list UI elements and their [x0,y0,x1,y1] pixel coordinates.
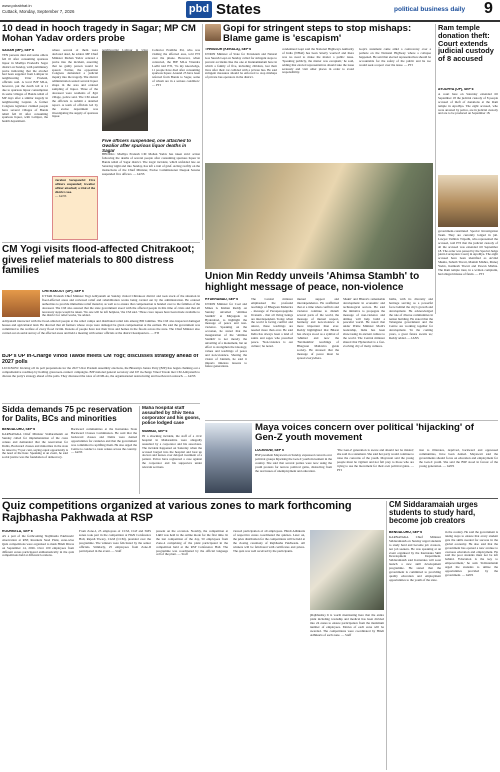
maya-photo [205,423,252,493]
reddy-photo [205,163,433,269]
story-maha [142,430,202,494]
headline-sidda-students: CM Siddaramaiah urges students to study hard, become job creators [389,501,478,526]
byline: AYODHYA (UP), SEP 6 [438,88,474,91]
story-ram-temple [438,88,498,172]
story-text: government-constituted Special Investigation Team. They are currently lodged in jail. Lawyer Vaibhav Tripathi, who represented the accused, told PTI that the judicial custody of all the accused was extended till September 18. The order was passed by the Special Judge (Anti-Corruption Court) in Ayodhya. The eight accused have been identified as Arvind Shukla, Suhaib Tiwari, Manish Mishra, Manoj Yadav, Kamlesh Tiwari and Pawan Mishra. The Ram temple trust, in a written complaint, had alleged misuse of funds. — PTI [438,230,498,276]
headline-ram-temple: Ram temple donation theft: Court extends judicial custody of 8 accused [438,24,494,63]
headline-yogi: CM Yogi visits flood-affected Chitrakoot; gives relief materials to 800 distress families [2,245,195,276]
story-text: The Central minister emphasised the profound teachings of Bhagwan Mahavira - message of Parasparopagraho Jivanam - that all living beings are interdependent. Today, when the world is facing conflict and unrest, these teachings are needed more than ever. He said India has always been a land of saints and sages who preached peace. 'Non-violence is our culture,' he noted. [251,298,293,348]
byline: SAGAR (MP), SEP 6 [2,49,34,52]
story-text: (Rajbhasha) It is worth mentioning here that the entire plant including township and medical has been divided into 24 zones to ensure participation from the maximum number of employees. Entries of each zone will be awarded. The competitions were coordinated by Hindi Adhikaris of each zone. — Staff [310,614,384,637]
headline-quiz-rsp: Quiz competitions organized at various zones to mark forthcoming Rajbhasha Pakhwada at RSP [2,501,352,524]
yogi-photo [2,290,40,317]
story-text: IN a shocking incident, the staff of a civic hospital in Maharashtra were allegedly assaulted by a corporator and his associates. The incident happened on Saturday when the accused barged into the hospital and beat up doctors and nurses over delayed treatment of a patient. Police have registered a case against the corporator and his supporters under relevant sections. [142,433,202,470]
info-box-text: Jarahut Sarapanchi: Five officers suspended; Gwalior officer attached; a trial of the district case. [55,179,95,194]
story-text: where several of them were declared dead, he added. MP Chief Minister Mohan Yadav ordered a probe into the incident, asserting that no guilty person would be spared. Earlier, the opposition Congress demanded a judicial inquiry into the tragedy. The district administration sealed several liquor shops in the area and ordered sampling of liquor. Three of the deceased were residents of Jigri village, police said. The CM asked the officials to submit a detailed report. A team of officials led by the excise department was investigating the supply of spurious liquor. [52,49,98,119]
story-text: From Zone-I, 25 employees of CCM, CGP and SMS zones took part in the competition at HAN Conference Hall, Rajesh Tiwary, CGM (CCM), presided over the programme. The winners were felicitated by the senior officials. Similarly, 25 employees from Zone-II participated in the event. — Staff [79,530,151,553]
column-divider [435,24,436,314]
section-divider [205,420,498,421]
byline: BENGALURU, SEP 6 [2,428,36,431]
masthead [0,0,500,22]
story-quiz [2,530,384,770]
section-divider [2,498,498,499]
gopi-photo [205,24,221,41]
story-reddy [205,298,433,418]
info-box [52,176,98,240]
page-number: 9 [484,0,493,17]
masthead-dateline: Cuttack, Monday, September 7, 2026 [2,9,75,14]
sagar-photo [102,51,148,131]
story-text: AS a part of the forthcoming 'Rajbhasha Pakhwada' observation at RSP, Rourkela Steel Plant, zone-wise Quiz competitions were organised to mark Hindi Diwas on September 14, 2026. Over 100 employees from different zones participated enthusiastically in the quiz competitions held at different locations. [2,533,74,558]
story-text: faiths, with its diversity and heritage serving as a powerful force behind the city's growth and development. He acknowledged the role of diverse communities in nation building. He stated that the Telangana government and the Centre are working together for development. 'In the coming years, a great future awaits us,' Reddy added. — IANS [389,298,433,341]
byline: THRISSUR (KERALA), SEP 6 [205,48,252,51]
story-text: TEN persons died and some others fell ill after consuming spurious liquor in Madhya Pradesh's Sagar district on Sunday, with preliminary probe indicating that the alcohol had been supplied from Lalitpur in neighbouring Uttar Pradesh, officials said. A local BJP MLA, however, put the death toll at 11 due to spurious liquor consumption in some villages of Banda tehsil of MP days after a similar tragedy in neighbouring Gujarat. A former Congress legislator claimed people have several villages of Banda tehsil fell ill after consuming spurious liquor, with Lalitpur, the health department. [2,52,48,124]
story-text: Backward communities at the Karnataka State Backward Classes Commission. He said that the backward classes and Dalits were denied opportunities for centuries and that the government was committed to uplifting them. He also urged the Centre to conduct a caste census across the country. — IANS [71,428,137,455]
headline-reddy: Union Min Reddy unveils 'Ahimsa Stambh' to highlight message of peace, non-violence [205,272,420,293]
quiz-photo [310,530,384,610]
byline: HYDERABAD, SEP 6 [205,298,239,301]
section-divider [2,403,200,404]
byline: MUMBAI, SEP 6 [142,430,168,433]
story-text: KARNATAKA Chief Minister Siddaramaiah on Sunday called for implementation of the caste census and demanded that the reservation for Dalits, Backward classes and minorities in the state be raised to 75 per cent, saying equal opportunity is the need of the hour. Speaking at an event, he said social justice was the foundation of democracy. [2,431,68,460]
ram-temple-photo [438,175,498,227]
story-text: present on the occasion. Notably, the competition at L&D was held in the online mode for the first time. In the last competition of the day, 50 employees from Zone-4 comprising of the plant participated in the competition held at the RSP Conference Hall. The programme was coordinated by the official language cell of the plant. — Staff [156,530,228,557]
story-text: tion to illiterates, deprived, backward and oppressed communities, have been denied. Mayawati said the governments should focus on education and employment for the Gen-Z youth. She said the BSP stood in favour of the young generation. — IANS [419,449,498,468]
story-sagar [2,49,200,241]
story-gopi [205,48,433,160]
story-text: condemned Gopi said the National Highways Authority of India (NHAI) has been 'utterly worried' and there was no need to make the matter a public issue. 'Speaking publicly, the matter was escapism,' he said, adding that elected representatives should take the issue seriously and visit other places in order to avoid responsibility. [282,48,354,75]
info-box-tag: — IANS [55,194,67,198]
story-yogi-intro [42,290,200,319]
byline: BENGALURU, SEP 6 [389,531,423,534]
headline-gopi: Gopi for stringent steps to stop mishaps: Blame game is 'escapism' [223,24,412,45]
masthead-divider [0,20,500,22]
byline: LUCKNOW, SEP 6 [255,449,284,452]
story-text: BHOPAL: Madhya Pradesh CM Mohan Yadav has taken strict action following the deaths of several people after consuming spurious liquor in Banda tehsil of Sagar district. The tragic incident, which unfolded late on Saturday night and into Sunday, has left a trail of grief. Acting swiftly on the instructions of the Chief Minister, Excise Commissioner Deepak Saxena suspended five officers. — IANS [102,153,200,176]
story-text: Shakti' and Bharat's remarkable development in economic and technological sectors. He said the initiative to propagate the message of non-violence and ahimsa will help build a peaceful world. He noted that under Prime Minister Modi's leadership, India has been showcasing its ancient culture to the world. The Central minister shared that Hyderabad is a fast-evolving city of many cultures. [343,298,385,348]
story-sidda-students [389,531,498,770]
subhead-tawde: BJP's UP In-Charge Vinod Tawde meets CM Yogi; discusses strategy ahead of 2027 polls [2,354,199,365]
story-text: UNION Minister for Coal and Mines G Kishan Reddy on Sunday unveiled 'Ahimsa Stambh' at Mirjaguda in Hyderabad, to highlight the message of peace and non-violence. Speaking on the occasion, he stated that the inauguration of the 'Ahimsa Stambh' is not merely the unveiling of a monument, but an effort to strengthen the ideology, values and teachings of peace and non-violence. Sharing the vision of Jainism, he said it imparts timeless lessons to future generations. [205,301,247,369]
story-text: in the country. He said the government is taking steps to ensure that every student gets the skills needed for success in the global economy. He also said that the government has opened a new avenue to overseas education and employment. He said the poor students must not be left behind. 'Education is the key to empowerment,' he said. Siddaramaiah urged the students to utilise the opportunities provided by the government. — IANS [445,531,498,577]
story-text: A court here on Saturday extended till September 18 the judicial custody of 8 people accused of theft of donations at the Ram temple in Ayodhya. The eight accused, who were arrested by police, are in judicial custody and are to be produced on September 18. [438,91,498,116]
story-text: LUCKNOW: Kicking off its poll preparations for the 2027 Uttar Pradesh Assembly elections, the Bharatiya Janata Party (BJP) has begun chalking out a comprehensive roadmap by holding grassroots-connect campaigns. BJP national general secretary and UP in-charge Vinod Tawde met CM Adityanath to discuss the party's strategy ahead of the polls. They discussed the roles of all MLAs, the organisational restructuring and booth-level outreach. — IANS [2,367,200,378]
story-maya [255,449,498,495]
section-title: States [216,1,262,18]
byline: CHITRAKOOT (UP), SEP 6 [42,290,84,293]
pullout-headline: Five officers suspended, one attached to Gwalior after spurious liquor deaths in Sagar [102,139,192,153]
headline-sagar: 10 dead in hooch tragedy in Sagar; MP CM Mohan Yadav orders probe [2,24,196,45]
story-text: mutual support and interdependence. He reaffirmed that at a time when conflicts and violence continue to disturb several parts of the world, the message of mutual respect, harmony and non-violence is more important than ever. Reddy highlighted that Bharat has always stood as a symbol of 'Ahimsa' and now the 'Navmanthra' teachings of Bhagwan Mahavira guide society. He stressed that the message of peace must be spread everywhere. [297,298,339,360]
column-divider [386,501,387,770]
story-text: KARNATAKA Chief Minister Siddaramaiah on Sunday urged students to study hard and become job creators, not job seekers. He was speaking at an event organised by the Karnataka Skill Development Department. Siddaramaiah said Karnataka will soon launch a new skill development programme. He stated that the government is committed to providing quality education and employment opportunities to the youth of the state. [389,534,441,582]
story-sidda [2,428,68,494]
column-divider [202,24,203,240]
headline-maha-hospital: Maha hospital staff assaulted by Shiv Sena corporator and his goons, police lodged case [142,406,201,425]
pbd-logo: pbd [186,1,212,18]
story-text: Collector Pratibha Pal, who was visiting the affected area, told PTI over the phone. However, when contacted, the BJP MLA Virendra Lodhi told PTI, 'To my knowledge, 11 people have died after consuming spurious liquor. Around 25 have been referred from Banda to Sagar, some of whom are in a serious condition.' — PTI [152,49,200,88]
headline-maya: Maya voices concern over political 'hijacking' of Gen-Z youth movement [255,423,474,444]
story-text: UNION Minister of State for Petroleum and Natural Gas Suresh Gopi on Sunday called for stringent steps to prevent accidents like the one at Kunnamkulam here in which a family of five, including children, lost their lives after their car collided with a private bus. He said stringent measures should be enforced to stop mishaps of private bus operators in the district. [205,51,277,80]
story-text: Adityanath interacted with the flood-affected people at the relief camps and distributed relief kits among 800 families. The CM also inspected damaged houses and agricultural land. He directed that all farmers whose crops were damaged be given compensation at the earliest. He said the government was committed to the welfare of every flood victim. Dozens of people have lost their lives and homes in the floods across the state. The Chief Minister also carried out an aerial survey of the affected areas and held a meeting with senior officials at the district headquarters. — PTI [2,320,200,335]
brand-name: political business daily [394,6,466,13]
story-text: BSP president Mayawati on Sunday expressed concern over political groups hijacking the Gen-Z youth movement in the country. She said that several parties were now using the youth protests for narrow political gains, distracting from the real issues of unemployment and education. [255,452,332,473]
story-text: Gopi's statement came amid a controversy over a pothole on the National Highway where a collapse happened. He said that elected representatives should be accountable for the safety of the public and he too would seek a report over the issue. — PTI [359,48,431,67]
story-text: viewed participation of all employees. Hindi Adhikaris of respective zones coordinated the quizzes. Later on, the prize distribution for the competitions will be held at the closing ceremony of Rajbhasha Pakhwada. All winners will be felicitated with certificates and prizes. The quiz was well received by the participants. [233,530,305,553]
section-divider [2,242,200,243]
story-text: UTTAR Pradesh Chief Minister Yogi Adityanath on Sunday visited Chitrakoot district and took stock of the situation in flood-affected areas and reviewed relief and rehabilitation works being carried out by the administration. He ordered authorities to provide immediate relief material, as well as to ensure that compensation is handed over to the families of the deceased. The CM also assured that the state government stood with the affected people in this time of crisis and that all necessary steps would be taken. 'No one will be left helpless,' the CM said. 'Three crore rupees have been made available to the district for relief works,' he added. [42,293,200,318]
headline-sidda-reservation: Sidda demands 75 pc reservation for Dalits, BCs and minorities [2,406,133,423]
column-divider [139,406,140,494]
masthead-website[interactable]: www.pdrabhat.in [2,3,32,8]
byline: ROURKELA, SEP 6 [2,530,33,533]
story-text: 'The Gen-Z generation is aware and should not be misled,' she said in a statement. She said her party would continue to raise the concerns of the youth. Mayawati said the young people must be vigilant and not fall prey to those who are trying to use the movement for their own political gains. — PTI [337,449,414,472]
